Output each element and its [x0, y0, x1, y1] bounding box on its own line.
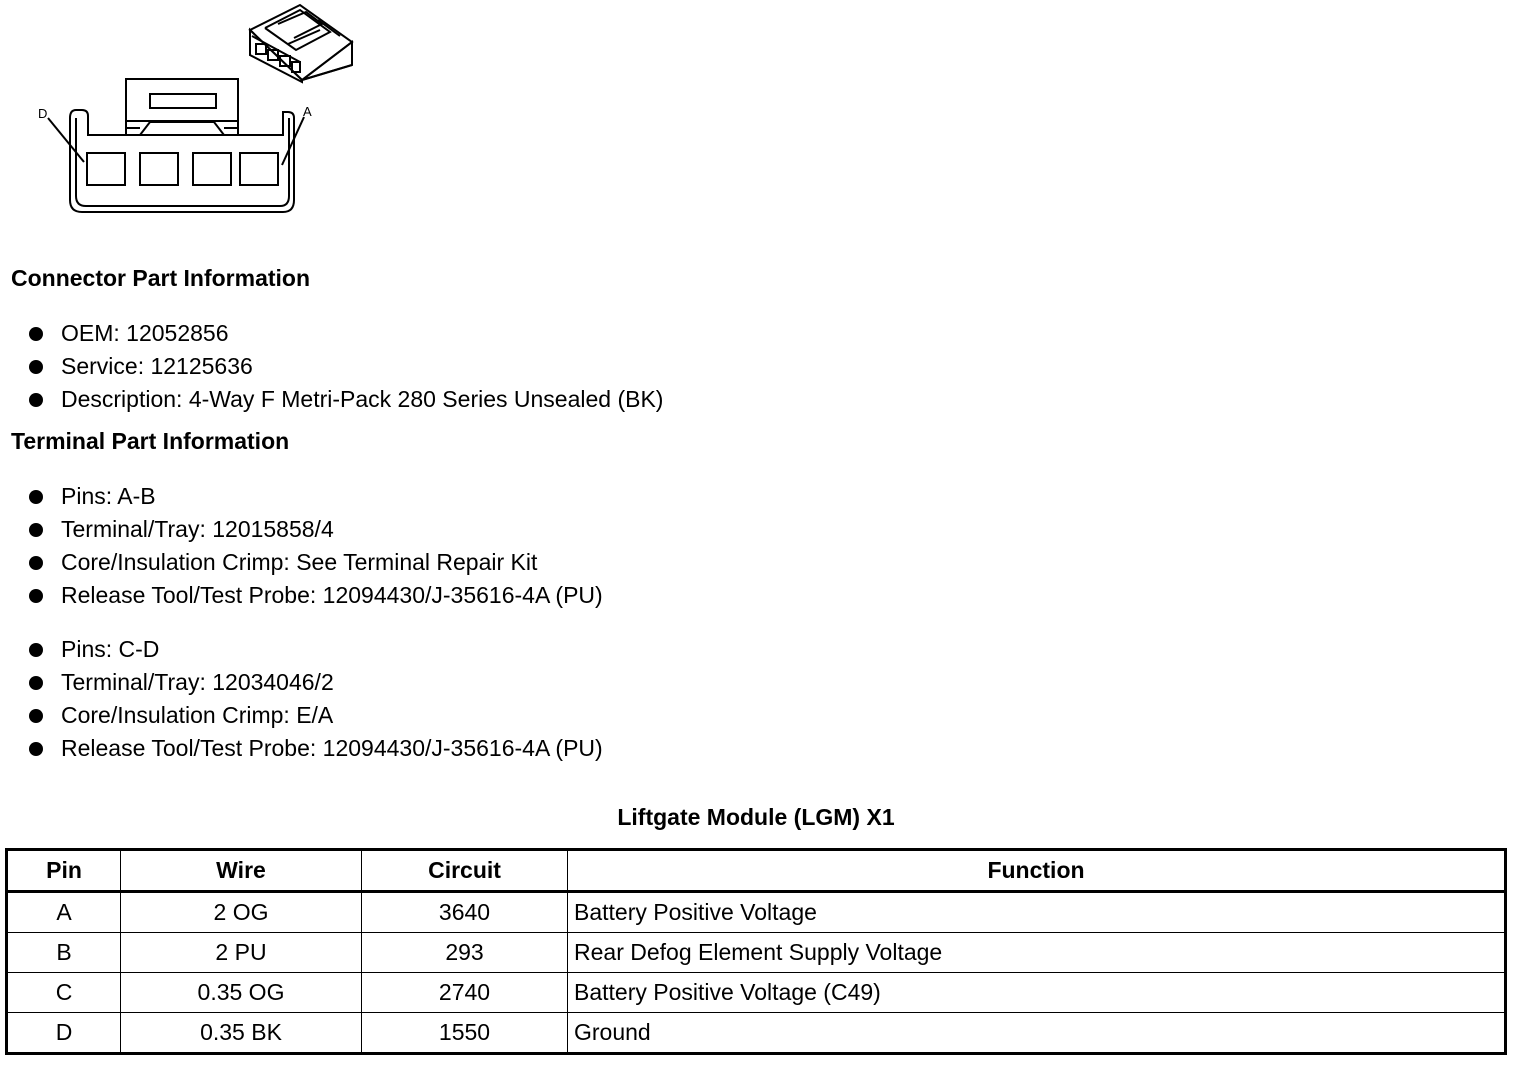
header-wire: Wire	[121, 850, 362, 892]
pin-table-title: Liftgate Module (LGM) X1	[617, 804, 895, 830]
pin-label-a: A	[303, 104, 312, 119]
table-row	[7, 1013, 1506, 1054]
bullet-icon	[29, 556, 43, 570]
connector-isometric-sketch	[250, 5, 352, 82]
header-function: Function	[568, 850, 1506, 892]
cell-wire: 2 OG	[121, 892, 362, 933]
bullet-icon	[29, 709, 43, 723]
cavity-d	[87, 153, 125, 185]
table-row	[7, 892, 1506, 933]
cell-pin: C	[7, 973, 121, 1013]
connector-part-info-heading: Connector Part Information	[11, 265, 311, 291]
pin-table	[5, 848, 1507, 1055]
cell-circuit: 2740	[362, 973, 568, 1013]
cell-pin: B	[7, 933, 121, 973]
cell-function: Ground	[568, 1013, 1506, 1054]
cell-pin: A	[7, 892, 121, 933]
connector-face	[48, 79, 304, 212]
table-header-row	[7, 850, 1506, 892]
bullet-icon	[29, 676, 43, 690]
cell-wire: 2 PU	[121, 933, 362, 973]
terminal-part-info-heading: Terminal Part Information	[11, 428, 290, 454]
cell-function: Rear Defog Element Supply Voltage	[568, 933, 1506, 973]
header-circuit: Circuit	[362, 850, 568, 892]
cell-function: Battery Positive Voltage (C49)	[568, 973, 1506, 1013]
header-pin: Pin	[7, 850, 121, 892]
bullet-icon	[29, 523, 43, 537]
bullet-icon	[29, 327, 43, 341]
cell-circuit: 1550	[362, 1013, 568, 1054]
connector-diagram	[0, 0, 380, 230]
cell-pin: D	[7, 1013, 121, 1054]
cell-circuit: 293	[362, 933, 568, 973]
cell-wire: 0.35 BK	[121, 1013, 362, 1054]
bullet-icon	[29, 360, 43, 374]
connector-face-drawing	[0, 0, 380, 230]
cell-circuit: 3640	[362, 892, 568, 933]
bullet-icon	[29, 589, 43, 603]
bullet-icon	[29, 742, 43, 756]
table-row	[7, 973, 1506, 1013]
cell-function: Battery Positive Voltage	[568, 892, 1506, 933]
pin-label-d: D	[38, 106, 48, 121]
bullet-icon	[29, 490, 43, 504]
cavity-a	[240, 153, 278, 185]
cavity-b	[193, 153, 231, 185]
table-row	[7, 933, 1506, 973]
bullet-icon	[29, 643, 43, 657]
cavity-c	[140, 153, 178, 185]
bullet-icon	[29, 393, 43, 407]
cell-wire: 0.35 OG	[121, 973, 362, 1013]
